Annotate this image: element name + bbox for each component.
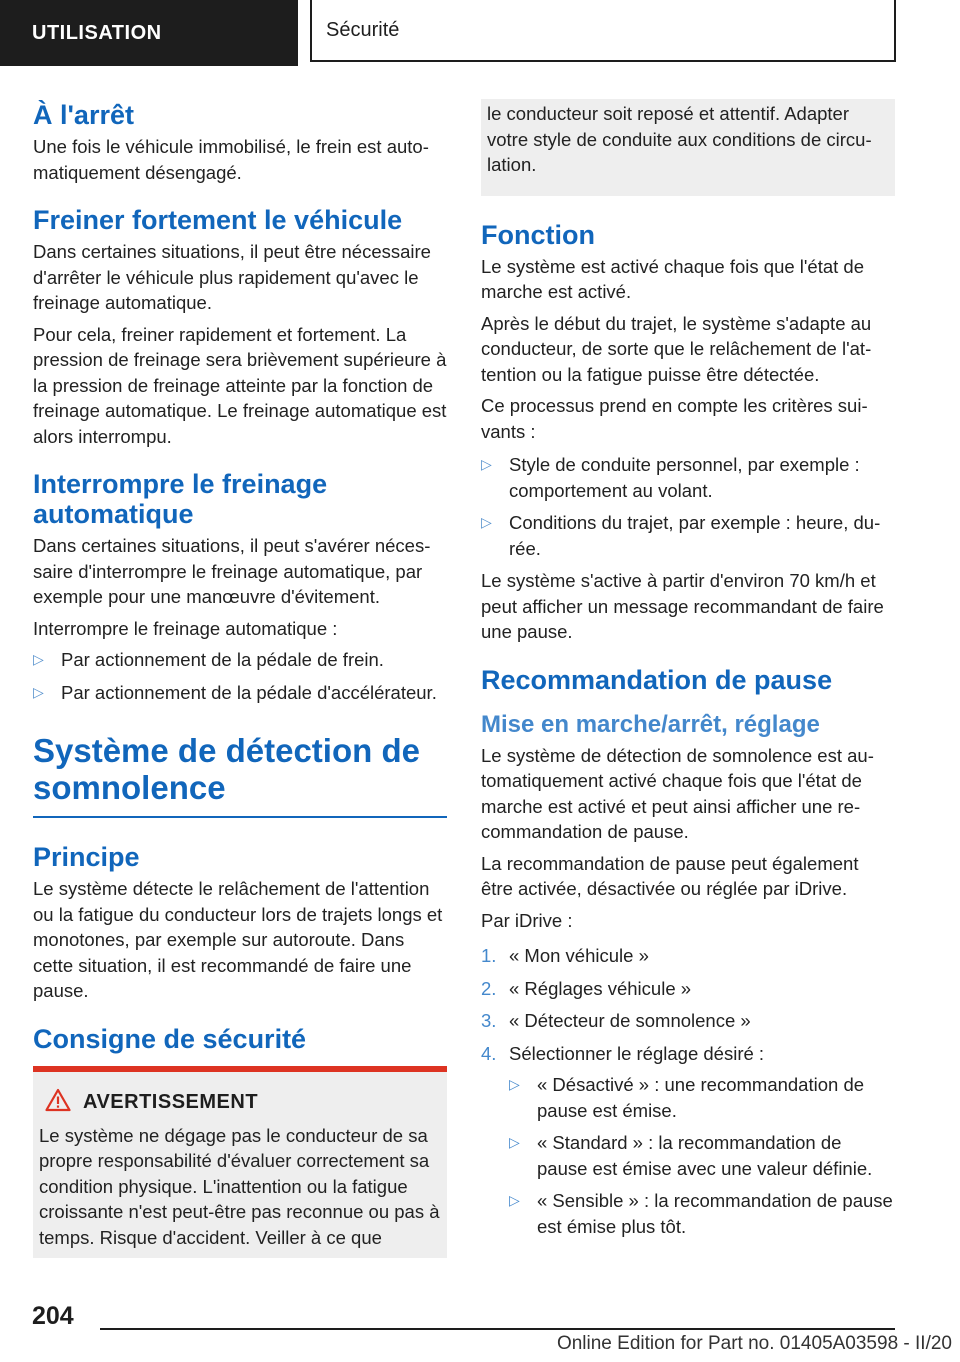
subsection-tab: Sécurité xyxy=(310,0,896,62)
paragraph: Dans certaines situations, il peut être nécessaire d'arrêter le véhicule plus rapidement qu'avec le freinage automatique. xyxy=(33,241,431,313)
heading-principe: Principe xyxy=(33,842,140,872)
warning-triangle-icon xyxy=(45,1088,71,1117)
list-item: ▷ « Sensible » : la recommandation de pause est émise plus tôt. xyxy=(509,1190,893,1237)
page-number: 204 xyxy=(32,1302,74,1330)
warning-text: Le système ne dégage pas le conducteur de sa propre responsabilité d'évaluer correctement sa condition physique. L'inattention ou la fatigue croissante n'est peut-être pas reconnue ou pas à temps. Risque d'accident. Veiller à ce que xyxy=(39,1124,440,1248)
paragraph: Par iDrive : xyxy=(481,909,573,931)
heading-recommandation-pause: Recommandation de pause xyxy=(481,664,833,695)
heading-freiner-fortement: Freiner fortement le véhicule xyxy=(33,205,403,235)
list-item: ▷ Par actionnement de la pédale de frein. xyxy=(33,647,447,673)
heading-consigne-securite: Consigne de sécurité xyxy=(33,1023,307,1054)
list-item: 1. « Mon véhicule » xyxy=(481,945,649,966)
heading-mise-en-marche: Mise en marche/arrêt, réglage xyxy=(481,710,820,738)
list-item: 2. « Réglages véhicule » xyxy=(481,977,692,999)
section-tab: UTILISATION xyxy=(0,0,298,66)
heading-fonction: Fonction xyxy=(481,219,595,250)
triangle-bullet-icon: ▷ xyxy=(509,1192,520,1208)
bullet-list xyxy=(481,452,895,561)
right-column xyxy=(481,99,895,1246)
heading-a-l-arret: À l'arrêt xyxy=(33,100,134,130)
page-header xyxy=(0,0,960,66)
list-item: ▷ « Désactivé » : une recommandation de pause est émise. xyxy=(509,1074,865,1121)
triangle-bullet-icon: ▷ xyxy=(509,1076,520,1092)
list-item: ▷ Conditions du trajet, par exemple : heure, durée. xyxy=(481,512,881,559)
paragraph: Le système détecte le relâchement de l'attention ou la fatigue du conducteur lors de trajets longs et monotones, par exemple sur autoroute. Dans cette situation, il est recommandé de faire une pause. xyxy=(33,878,443,1001)
paragraph: Ce processus prend en compte les critères suivants : xyxy=(481,395,868,442)
paragraph: Interrompre le freinage automatique : xyxy=(33,617,338,639)
paragraph: Après le début du trajet, le système s'adapte au conducteur, de sorte que le relâchement de l'attention ou la fatigue puisse être détectée. xyxy=(481,312,872,385)
triangle-bullet-icon: ▷ xyxy=(481,456,492,472)
warning-box xyxy=(33,1066,447,1259)
paragraph: Une fois le véhicule immobilisé, le frein est automatiquement désengagé. xyxy=(33,136,429,183)
heading-interrompre-freinage: Interrompre le freinage automatique xyxy=(33,469,328,529)
triangle-bullet-icon: ▷ xyxy=(33,683,44,700)
warning-title: AVERTISSEMENT xyxy=(83,1090,259,1113)
paragraph: Le système est activé chaque fois que l'état de marche est activé. xyxy=(481,255,865,302)
list-item: ▷ « Standard » : la recommandation de pause est émise avec une valeur définie. xyxy=(509,1132,873,1179)
paragraph: Le système de détection de somnolence est automatiquement activé chaque fois que l'état de marche est activé et peut ainsi afficher une recommandation de pause. xyxy=(481,744,874,842)
bullet-list xyxy=(33,647,447,705)
left-column xyxy=(33,100,447,1258)
footer-divider xyxy=(100,1328,895,1330)
paragraph: La recommandation de pause peut également être activée, désactivée ou réglée par iDrive. xyxy=(481,852,859,899)
chapter-title: Système de détection de somnolence xyxy=(33,732,447,818)
warning-text-continued: le conducteur soit reposé et attentif. Adapter votre style de conduite aux conditions de circulation. xyxy=(487,103,872,175)
paragraph: Dans certaines situations, il peut s'avérer nécessaire d'interrompre le freinage automatique, par exemple pour une manœuvre d'évitement. xyxy=(33,535,431,607)
list-item: 3. « Détecteur de somnolence » xyxy=(481,1010,751,1031)
triangle-bullet-icon: ▷ xyxy=(481,514,492,530)
triangle-bullet-icon: ▷ xyxy=(509,1134,520,1150)
triangle-bullet-icon: ▷ xyxy=(33,651,44,667)
numbered-list xyxy=(481,943,895,1239)
paragraph: Le système s'active à partir d'environ 70 km/h et peut afficher un message recommandant de faire une pause. xyxy=(481,570,884,642)
list-item: 4. Sélectionner le réglage désiré : ▷ « Désactivé » : une recommandation de pause est émise. ▷ « Standard » : la recommandation de pause est émise avec une valeur définie. ▷ « Sensible » : la recommandation de pause est émise plus tôt. xyxy=(481,1041,895,1240)
paragraph: Pour cela, freiner rapidement et fortement. La pression de freinage sera brièvement supérieure à la pression de freinage atteinte par la fonction de freinage automatique. Le freinage automatique est alors interrompu. xyxy=(33,323,447,447)
list-item: ▷ Par actionnement de la pédale d'accélérateur. xyxy=(33,680,447,706)
warning-box-continued xyxy=(481,99,895,196)
list-item: ▷ Style de conduite personnel, par exemple : comportement au volant. xyxy=(481,454,860,501)
sub-bullet-list xyxy=(509,1072,895,1239)
footer-edition: Online Edition for Part no. 01405A03598 - II/20 xyxy=(556,1333,952,1354)
